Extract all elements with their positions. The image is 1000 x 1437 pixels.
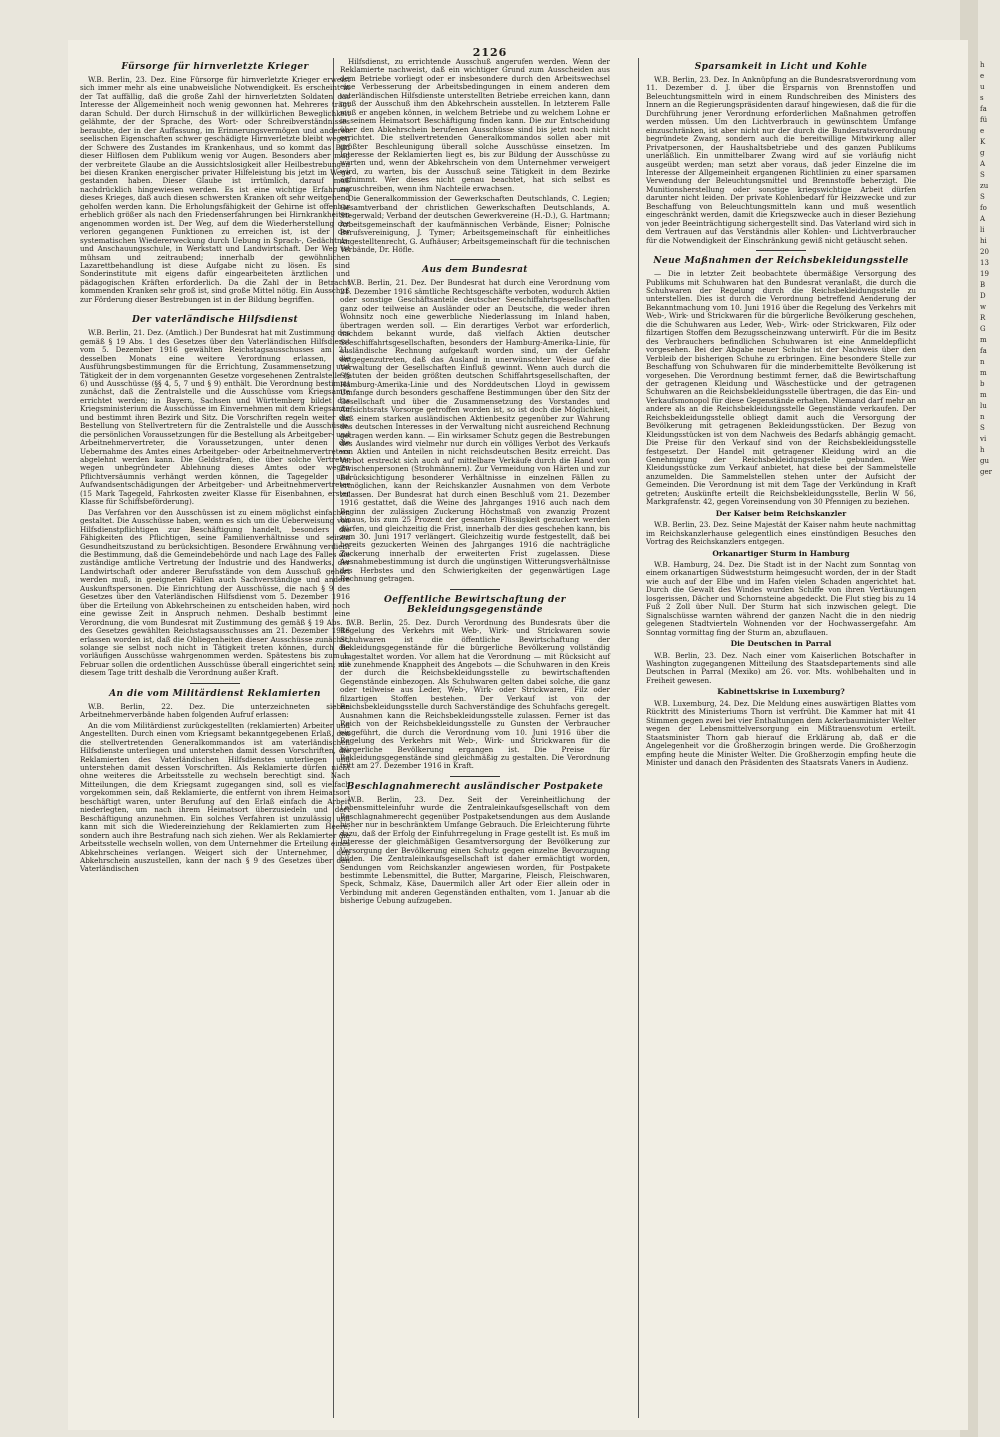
edge-fragment: 13 xyxy=(980,259,989,267)
edge-fragment: B xyxy=(980,281,986,289)
article-paragraph: W.B. Berlin, 23. Dez. Eine Fürsorge für hirnverletzte Krieger erweist sich immer mehr als eine unabweisliche Notwendigkeit. Es erscheint in der Tat auffällig, daß die große Zahl der hirnverletzten Soldaten das Interesse der Allgemeinheit noch wenig gewonnen hat. Mehreres trägt daran Schuld. Der durch Hirnschuß in der willkürlichen Beweglichkeit gelähmte, der der Sprache, des Wort- oder Schreibverständnisses beraubte, der in der Auffassung, im Erinnerungsvermögen und anderen seelischen Eigenschaften schwer geschädigte Hirnverletzte bleibt wegen der Schwere des Zustandes im Krankenhaus, und so kommt das Bild dieser Hilflosen dem Publikum wenig vor Augen. Besonders aber mag der verbreitete Glaube an die Aussichtslosigkeit aller Heilbestrebungen bei diesen Kranken energischer privater Hilfeleistung bis jetzt im Wege gestanden haben. Dieser Glaube ist irrtümlich, darauf muß nachdrücklich hingewiesen werden. Es ist eine wichtige Erfahrung dieses Krieges, daß auch diesen schwersten Kranken oft sehr weitgehend geholfen werden kann. Die Erholungsfähigkeit der Gehirne ist offenbar erheblich größer als nach den Friedenserfahrungen bei Hirnkrankheiten angenommen worden ist. Der Weg, auf dem die Wiederherstellung der verloren gegangenen Funktionen zu erreichen ist, ist der der systematischen Wiedererweckung durch Uebung in Sprach-, Gedächtnis- und Anschauungsschule, in Werkstatt und Landwirtschaft. Der Weg ist mühsam und zeitraubend; innerhalb der gewöhnlichen Lazarettbehandlung ist diese Aufgabe nicht zu lösen. Es sind Sonderinstitute mit eigens dafür eingearbeiteten ärztlichen und pädagogischen Kräften erforderlich. Da die Zahl der in Betracht kommenden Kranken sehr groß ist, sind große Mittel nötig. Ein Ausschuß zur Förderung dieser Bestrebungen ist in der Bildung begriffen. xyxy=(80,75,350,304)
article-heading: Die Deutschen in Parral xyxy=(730,639,832,649)
article-heading: An die vom Militärdienst Reklamierten xyxy=(109,688,321,699)
edge-fragment: s xyxy=(980,94,984,102)
article-divider xyxy=(190,683,240,684)
edge-fragment: m xyxy=(980,336,987,344)
edge-fragment: zu xyxy=(980,182,989,190)
edge-fragment: e xyxy=(980,127,985,135)
edge-fragment: G xyxy=(980,325,986,333)
edge-fragment: ger xyxy=(980,468,992,476)
article-divider xyxy=(190,309,240,310)
article-divider xyxy=(756,250,806,251)
edge-fragment: D xyxy=(980,292,986,300)
article-paragraph: Hilfsdienst, zu errichtende Ausschuß angerufen werden. Wenn der Reklamierte nachweist, daß ein wichtiger Grund zum Ausscheiden aus dem Betriebe vorliegt oder er insbesondere durch den Arbeitswechsel eine Verbesserung der Arbeitsbedingungen in einem anderen dem vaterländischen Hilfsdienste unterstellten Betriebe erreichen kann, dann muß der Ausschuß ihm den Abkehrschein ausstellen. In letzterem Falle muß er angeben können, in welchem Betriebe und zu welchem Lohne er in seinem Heimatsort Beschäftigung finden kann. Die zur Entscheidung über den Abkehrschein berufenen Ausschüsse sind bis jetzt noch nicht errichtet. Die stellvertretenden Generalkommandos sollen aber mit größter Beschleunigung überall solche Ausschüsse einsetzen. Im Interesse der Reklamierten liegt es, bis zur Bildung der Ausschüsse zu warten und, wenn der Abkehrschein von dem Unternehmer verweigert wird, zu warten, bis der Ausschuß seine Tätigkeit in dem Bezirke aufnimmt. Wer dieses nicht genau beachtet, hat sich selbst es zuzuschreiben, wenn ihm Nachteile erwachsen. xyxy=(340,57,610,193)
edge-fragment: 20 xyxy=(980,248,989,256)
edge-fragment: b xyxy=(980,380,985,388)
edge-fragment: m xyxy=(980,391,987,399)
article-paragraph: W.B. Berlin, 21. Dez. (Amtlich.) Der Bundesrat hat mit Zustimmung des gemäß § 19 Abs. 1 des Gesetzes über den Vaterländischen Hilfsdienst vom 5. Dezember 1916 gewählten Reichstagsausschusses am 21. desselben Monats eine weitere Verordnung erlassen, die Ausführungsbestimmungen für die Errichtung, Zusammensetzung und Tätigkeit der in dem vorgenannten Gesetze vorgesehenen Zentralstelle (§ 6) und Ausschüsse (§§ 4, 5, 7 und § 9) enthält. Die Verordnung bestimmt zunächst, daß die Zentralstelle und die Ausschüsse vom Kriegsamte errichtet werden; in Bayern, Sachsen und Württemberg bildet das Kriegsministerium die Ausschüsse im Einvernehmen mit dem Kriegsamte und bestimmt ihren Bezirk und Sitz. Die Vorschriften regeln weiter die Bestellung von Stellvertretern für die Zentralstelle und die Ausschüsse, die persönlichen Voraussetzungen für die Bestellung als Arbeitgeber- und Arbeitnehmervertreter, die Voraussetzungen, unter denen die Uebernahme des Amtes eines Arbeitgeber- oder Arbeitnehmervertreters abgelehnt werden kann. Die Geldstrafen, die über solche Vertreter wegen unbegründeter Ablehnung dieses Amtes oder wegen Pflichtversäumnis verhängt werden können, die Tagegelder und Aufwandsentschädigungen der Arbeitgeber- und Arbeitnehmervertreter (15 Mark Tagegeld, Fahrkosten zweiter Klasse für Eisenbahnen, erster Klasse für Schiffsbeförderung). xyxy=(80,328,350,507)
edge-fragment: m xyxy=(980,369,987,377)
article-heading: Neue Maßnahmen der Reichsbekleidungsstelle xyxy=(653,256,909,267)
edge-fragment: vi xyxy=(980,435,987,443)
article-paragraph: W.B. Hamburg, 24. Dez. Die Stadt ist in der Nacht zum Sonntag von einem orkanartigen Südweststurm heimgesucht worden, der in der Stadt wie auch auf der Elbe und im Hafen vielen Schaden angerichtet hat. Durch die Gewalt des Windes wurden Schiffe von ihren Vertäuungen losgerissen, Dächer und Schornsteine abgedeckt. Die Flut stieg bis zu 14 Fuß 2 Zoll über Null. Der Sturm hat sich inzwischen gelegt. Die Signalschüsse warnten während der ganzen Nacht die in den niedrig gelegenen Stadtvierteln Wohnenden vor der Hochwassergefahr. Am Sonntag vormittag fing der Sturm an, abzuflauen. xyxy=(646,560,916,637)
article-heading: Sparsamkeit in Licht und Kohle xyxy=(694,62,868,72)
article-paragraph: W.B. Berlin, 23. Dez. Seine Majestät der Kaiser nahm heute nachmittag im Reichskanzlerhause gelegentlich eines einstündigen Besuches den Vortrag des Reichskanzlers entgegen. xyxy=(646,520,916,547)
edge-fragment: A xyxy=(980,160,986,168)
edge-fragment: u xyxy=(980,83,985,91)
article-heading: Fürsorge für hirnverletzte Krieger xyxy=(121,62,309,72)
article-paragraph: Das Verfahren vor den Ausschüssen ist zu einem möglichst einfachen gestaltet. Die Ausschüsse haben, wenn es sich um die Ueberweisung von Hilfsdienstpflichtigen zur Beschäftigung handelt, besonders die Fähigkeiten des Pflichtigen, seine Familienverhältnisse und seinen Gesundheitszustand zu berücksichtigen. Besondere Erwähnung verdient die Bestimmung, daß die Gemeindebehörde und nach Lage des Falles die zuständige amtliche Vertretung der Industrie und des Handwerks, der Landwirtschaft oder anderer Berufsstände von dem Ausschuß gehört werden muß, in geeigneten Fällen auch Sachverständige und andere Auskunftspersonen. Die Einrichtung der Ausschüsse, die nach § 9 des Gesetzes über den Vaterländischen Hilfsdienst vom 5. Dezember 1916 über die Erteilung von Abkehrscheinen zu entscheiden haben, wird noch eine gewisse Zeit in Anspruch nehmen. Deshalb bestimmt eine Verordnung, die vom Bundesrat mit Zustimmung des gemäß § 19 Abs. 1 des Gesetzes gewählten Reichstagsausschusses am 21. Dezember 1916 erlassen worden ist, daß die Obliegenheiten dieser Ausschüsse zunächst, solange sie selbst noch nicht in Tätigkeit treten können, durch die vorläufigen Ausschüsse wahrgenommen werden. Spätestens bis zum 1. Februar sollen die ordentlichen Ausschüsse überall eingerichtet sein; mit diesem Tage tritt deshalb die Verordnung außer Kraft. xyxy=(80,507,350,678)
edge-fragment: fo xyxy=(980,204,987,212)
edge-fragment: g xyxy=(980,149,985,157)
edge-fragment: li xyxy=(980,226,985,234)
adjacent-page-edge xyxy=(980,60,1000,1420)
article-heading: Oeffentliche Bewirtschaftung der Bekleidungsgegenstände xyxy=(384,594,566,615)
article-paragraph: W.B. Luxemburg, 24. Dez. Die Meldung eines auswärtigen Blattes vom Rücktritt des Ministeriums Thorn ist verfrüht. Die Kammer hat mit 41 Stimmen gegen zwei bei vier Enthaltungen dem Ackerbauminister Welter wegen der Lebensmittelversorgung ein Mißtrauensvotum erteilt. Staatsminister Thorn gab hierauf die Erklärung ab, daß er die Angelegenheit vor die Großherzogin bringen werde. Die Großherzogin empfing heute die Minister Welter. Die Großherzogin empfing heute die Minister und danach den Präsidenten des Staatsrats Vaners in Audienz. xyxy=(646,698,916,767)
edge-fragment: fa xyxy=(980,347,987,355)
edge-fragment: R xyxy=(980,314,986,322)
edge-fragment: e xyxy=(980,72,985,80)
edge-fragment: h xyxy=(980,61,985,69)
edge-fragment: lu xyxy=(980,402,987,410)
edge-fragment: fa xyxy=(980,105,987,113)
article-paragraph: An die vom Militärdienst zurückgestellten (reklamierten) Arbeiter und Angestellten. Durch einen vom Kriegsamt bekanntgegebenen Erlaß, den die stellvertretenden Generalkommandos ist am vaterländischen Hilfsdienste unterliegen und unterstehen damit dessen Vorschriften, die Reklamierten des Vaterländischen Hilfsdienstes unterliegen und unterstehen damit dessen Vorschriften. Als Reklamierte dürfen nicht ohne weiteres die Arbeitsstelle zu wechseln berechtigt sind. Nach Mitteilungen, die dem Kriegsamt zugegangen sind, soll es vielfach vorgekommen sein, daß Reklamierte, die entfernt von ihrem Heimatsort beschäftigt waren, unter Berufung auf den Erlaß einfach die Arbeit niederlegten, um nach ihrem Heimatsort überzusiedeln und dort Beschäftigung anzunehmen. Ein solches Verfahren ist unzulässig und kann mit sich die Wiedereinziehung der Reklamierten zum Heere, sondern auch ihre Bestrafung nach sich ziehen. Wer als Reklamierter die Arbeitsstelle wechseln wollen, von dem Unternehmer die Erteilung eines Abkehrscheines verlangen. Weigert sich der Unternehmer, den Abkehrschein auszustellen, kann der nach § 9 des Gesetzes über den Vaterländischen xyxy=(80,720,350,874)
edge-fragment: fü xyxy=(980,116,988,124)
article-divider xyxy=(450,776,500,777)
page-number: 2126 xyxy=(472,46,508,59)
article-paragraph: Die Generalkommission der Gewerkschaften Deutschlands, C. Legien; Gesamtverband der christlichen Gewerkschaften Deutschlands, A. Stegerwald; Verband der deutschen Gewerkvereine (H.-D.), G. Hartmann; Arbeitsgemeinschaft der kaufmännischen Verbände, Eisner; Polnische Berufsvereinigung, J. Tymer; Arbeitsgemeinschaft für einheitliches Angestelltenrecht, G. Aufhäuser; Arbeitsgemeinschaft für die technischen Verbände, Dr. Höfle. xyxy=(340,194,610,254)
edge-fragment: h xyxy=(980,446,985,454)
article-heading: Aus dem Bundesrat xyxy=(422,265,528,276)
article-paragraph: W.B. Berlin, 22. Dez. Die unterzeichneten sieben Arbeitnehmerverbände haben folgenden Aufruf erlassen: xyxy=(80,701,350,720)
article-heading: Der vaterländische Hilfsdienst xyxy=(131,315,299,326)
article-heading: Beschlagnahmerecht ausländischer Postpakete xyxy=(346,781,604,792)
article-paragraph: W.B. Berlin, 23. Dez. In Anknüpfung an die Bundesratsverordnung vom 11. Dezember d. J. über die Ersparnis von Brennstoffen und Beleuchtungsmitteln wird in einem Rundschreiben des Ministers des Innern an die Regierungspräsidenten darauf hingewiesen, daß die für die Durchführung jener Verordnung erforderlichen Maßnahmen getroffen werden müssen. Um den Lichtverbrauch in gewünschtem Umfange einzuschränken, ist aber nicht nur der durch die Bundesratsverordnung begründete Zwang, sondern auch die bereitwillige Mitwirkung aller Privatpersonen, der Haushaltsbetriebe und des ganzen Publikums unerläßlich. Ein unmittelbarer Zwang wird auf sie vorläufig nicht ausgeübt werden; man setzt aber voraus, daß jeder Einzelne die im Interesse der Allgemeinheit ergangenen Richtlinien zu einer sparsamen Verwendung der Beleuchtungsmittel und Brennstoffe beherzigt. Die Munitionsherstellung oder sonstige kriegswichtige Arbeit dürfen darunter nicht leiden. Der private Kohlenbedarf für Heizzwecke und zur Beschaffung von Beleuchtungsmitteln kann und muß wesentlich eingeschränkt werden, damit die Kriegszwecke auch in dieser Beziehung von jeder Beeinträchtigung sichergestellt sind. Das Vaterland wird sich in dem Vertrauen auf das Verständnis aller Kohlen- und Lichtverbraucher für die Notwendigkeit der Einschränkung gewiß nicht getäuscht sehen. xyxy=(646,75,916,245)
article-paragraph: W.B. Berlin, 21. Dez. Der Bundesrat hat durch eine Verordnung vom 21. Dezember 1916 sämtliche Rechtsgeschäfte verboten, wodurch Aktien oder sonstige Geschäftsanteile deutscher Seeschiffahrtsgesellschaften ganz oder teilweise an Ausländer oder an Deutsche, die weder ihren Wohnsitz noch eine gewerbliche Niederlassung im Inland haben, übertragen werden soll. — Ein derartiges Verbot war erforderlich, nachdem bekannt wurde, daß vielfach Aktien deutscher Seeschiffahrtsgesellschaften, besonders der Hamburg-Amerika-Linie, für ausländische Rechnung aufgekauft worden sind, um der Gefahr entgegenzutreten, daß das Ausland in unerwünschter Weise auf die Verwaltung der Gesellschaften Einfluß gewinnt. Wenn auch durch die Statuten der beiden größten deutschen Schiffahrtsgesellschaften, der Hamburg-Amerika-Linie und des Norddeutschen Lloyd in gewissem Umfange durch besonders geschaffene Bestimmungen über den Sitz der Gesellschaft und über die Zusammensetzung des Vorstandes und Aufsichtsrats Vorsorge getroffen worden ist, so ist doch die Möglichkeit, daß einem starken ausländischen Aktienbesitz gegenüber zur Wahrung des deutschen Interesses in der Verwaltung nicht ausreichend Rechnung getragen werden kann. — Ein wirksamer Schutz gegen die Bestrebungen des Auslandes wird vielmehr nur durch ein völliges Verbot des Verkaufs von Aktien und Anteilen in nicht reichsdeutschen Besitz erreicht. Das Verbot erstreckt sich auch auf mittelbare Verkäufe durch die Hand von Zwischenpersonen (Strohmännern). Zur Vermeidung von Härten und zur Berücksichtigung besonderer Verhältnisse in einzelnen Fällen zu ermöglichen, kann der Reichskanzler Ausnahmen von dem Verbote zulassen. Der Bundesrat hat durch einen Beschluß vom 21. Dezember 1916 gestattet, daß die Weine des Jahrganges 1916 auch nach dem Beginn der zulässigen Zuckerung Höchstmaß von zwanzig Prozent hinaus, bis zum 25 Prozent der gesamten Flüssigkeit gezuckert werden dürfen, und gleichzeitig die Frist, innerhalb der dies geschehen kann, bis zum 30. Juni 1917 verlängert. Gleichzeitig wurde festgestellt, daß bei bereits gezuckerten Weinen des Jahrganges 1916 die nachträgliche Zuckerung innerhalb der erweiterten Frist zugelassen. Diese Ausnahmebestimmung ist durch die ungünstigen Witterungsverhältnisse des Herbstes und den Schwierigkeiten der gegenwärtigen Lage Rechnung getragen. xyxy=(340,278,610,584)
article-paragraph: W.B. Berlin, 23. Dez. Nach einer vom Kaiserlichen Botschafter in Washington zugegangenen Mitteilung des Staatsdepartements sind alle Deutschen in Parral (Mexiko) am 26. vor. Mts. wohlbehalten und in Freiheit gewesen. xyxy=(646,650,916,685)
edge-fragment: gu xyxy=(980,457,989,465)
edge-fragment: S xyxy=(980,193,985,201)
edge-fragment: w xyxy=(980,303,986,311)
article-heading: Orkanartiger Sturm in Hamburg xyxy=(712,548,850,558)
column-divider xyxy=(638,58,639,1418)
column-2 xyxy=(340,58,610,908)
article-paragraph: — Die in letzter Zeit beobachtete übermäßige Versorgung des Publikums mit Schuhwaren hat den Bundesrat veranlaßt, die durch die Schuhwaren der Regelung durch die Reichsbekleidungsstelle zu unterstellen. Dies ist durch die Verordnung betreffend Aenderung der Bekanntmachung vom 10. Juni 1916 über die Regelung des Verkehrs mit Web-, Wirk- und Strickwaren für die bürgerliche Bevölkerung geschehen, die die Schuhwaren aus Leder, Web-, Wirk- oder Strickwaren, Filz oder filzartigen Stoffen dem Bezugsscheinzwang unterwirft. Für die im Besitz des Verbrauchers befindlichen Schuhwaren ist eine Anmeldepflicht vorgesehen. Bei der Abgabe neuer Schuhe ist der Nachweis über den Verbleib der bisherigen Schuhe zu erbringen. Eine besondere Stelle zur Beschaffung von Schuhwaren für die minderbemittelte Bevölkerung ist vorgesehen. Die Verordnung bestimmt ferner, daß die Bewirtschaftung der getragenen Kleidung und Wäschestücke und der getragenen Schuhwaren an die Reichsbekleidungsstelle übertragen, die das Ein- und Verkaufsmonopol für diese Gegenstände erhalten. Niemand darf mehr an andere als an die Reichsbekleidungsstelle Gegenstände verkaufen. Der Reichsbekleidungsstelle obliegt damit auch die Versorgung der Bevölkerung mit getragenen Bekleidungsstücken. Der Bezug von Kleidungsstücken ist von dem Nachweis des Bedarfs abhängig gemacht. Die Preise für den Verkauf sind von der Reichsbekleidungsstelle festgesetzt. Der Handel mit getragener Kleidung wird an die Genehmigung der Reichsbekleidungsstelle gebunden. Wer Kleidungsstücke zum Verkauf anbietet, hat diese bei der Sammelstelle anzumelden. Die Sammelstellen stehen unter der Aufsicht der Gemeinden. Die Verordnung ist mit dem Tage der Verkündung in Kraft getreten; Auskünfte erteilt die Reichsbekleidungsstelle, Berlin W 56, Markgrafenstr. 42, gegen Voreinsendung von 30 Pfennigen zu beziehen. xyxy=(646,269,916,507)
column-1 xyxy=(80,58,350,876)
column-3 xyxy=(646,58,916,769)
edge-fragment: 19 xyxy=(980,270,989,278)
article-heading: Kabinettskrise in Luxemburg? xyxy=(717,687,845,697)
edge-fragment: K xyxy=(980,138,986,146)
edge-fragment: hi xyxy=(980,237,987,245)
article-divider xyxy=(450,589,500,590)
article-heading: Der Kaiser beim Reichskanzler xyxy=(715,508,847,518)
article-divider xyxy=(450,259,500,260)
edge-fragment: n xyxy=(980,358,985,366)
edge-fragment: A xyxy=(980,215,986,223)
edge-fragment: n xyxy=(980,413,985,421)
article-paragraph: W.B. Berlin, 25. Dez. Durch Verordnung des Bundesrats über die Regelung des Verkehrs mit Web-, Wirk- und Strickwaren sowie Schuhwaren ist die öffentliche Bewirtschaftung der Bekleidungsgegenstände für die bürgerliche Bevölkerung vollständig umgestaltet worden. Vor allem hat die Verordnung — mit Rücksicht auf die zunehmende Knappheit des Angebots — die Schuhwaren in den Kreis der durch die Reichsbekleidungsstelle zu bewirtschaftenden Gegenstände einbezogen. Als Schuhwaren gelten dabei solche, die ganz oder teilweise aus Leder, Web-, Wirk- oder Strickwaren, Filz oder filzartigen Stoffen bestehen. Der Verkauf ist von der Reichsbekleidungsstelle durch Sachverständige des Schuhfachs geregelt. Ausnahmen kann die Reichsbekleidungsstelle zulassen. Ferner ist das Reich von der Reichsbekleidungsstelle zu Gunsten der Verbraucher eingeführt, die durch die Verordnung vom 10. Juni 1916 über die Regelung des Verkehrs mit Web-, Wirk- und Strickwaren für die bürgerliche Bevölkerung ergangen ist. Die Preise für Bekleidungsgegenstände sind gleichmäßig zu gestalten. Die Verordnung tritt am 27. Dezember 1916 in Kraft. xyxy=(340,617,610,771)
edge-fragment: S xyxy=(980,424,985,432)
edge-fragment: S xyxy=(980,171,985,179)
article-paragraph: W.B. Berlin, 23. Dez. Seit der Vereinheitlichung der Lebensmitteleinfuhr wurde die Zentraleinkaufsgesellschaft von dem Beschlagnahmerecht gegenüber Postpaketsendungen aus dem Auslande bisher nur in beschränktem Umfange Gebrauch. Die Erleichterung führte dazu, daß der Erfolg der Einfuhrregelung in Frage gestellt ist. Es muß im Interesse der gleichmäßigen Gesamtversorgung der Bevölkerung zur Versorgung der Bevölkerung einen Schutz gegen einzelne Bevorzugung bilden. Die Zentraleinkaufsgesellschaft ist daher ermächtigt worden, Sendungen vom Reichskanzler angewiesen worden, für Postpakete bestimmte Lebensmittel, die Butter, Margarine, Fleisch, Fleischwaren, Speck, Schmalz, Käse, Dauermilch aller Art oder Eier allein oder in Verbindung mit anderen Gegenständen enthalten, vom 1. Januar ab die bisherige Uebung aufzugeben. xyxy=(340,794,610,906)
